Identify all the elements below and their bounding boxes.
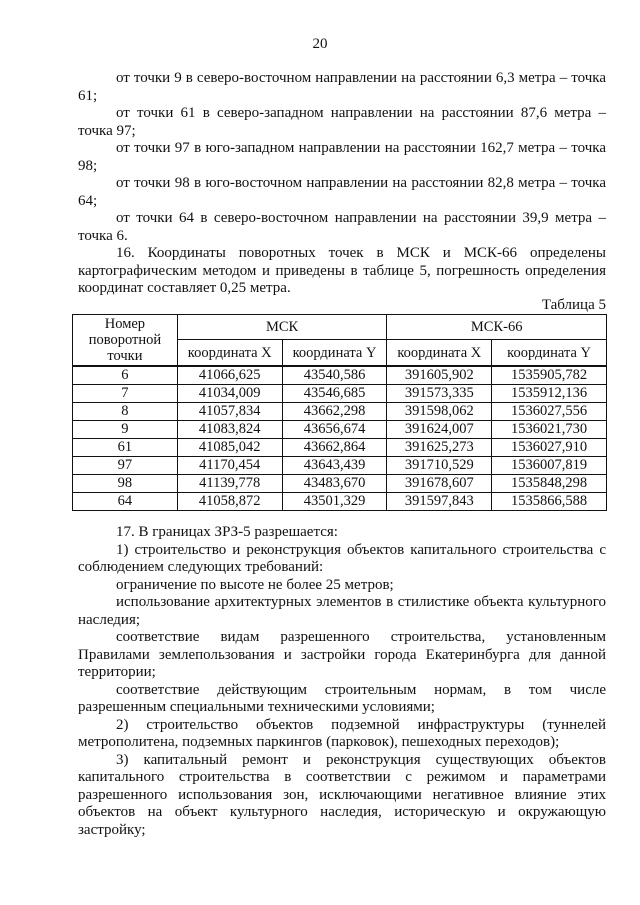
cell-point: 6 bbox=[73, 366, 178, 384]
cell-msk66-x: 391573,335 bbox=[387, 384, 492, 402]
header-msk66-y: координата Y bbox=[492, 340, 607, 366]
table-row bbox=[73, 474, 607, 492]
cell-point: 97 bbox=[73, 456, 178, 474]
cell-msk-y: 43662,864 bbox=[282, 438, 387, 456]
cell-msk-x: 41083,824 bbox=[177, 420, 282, 438]
cell-msk66-y: 1536027,556 bbox=[492, 402, 607, 420]
header-msk66: МСК-66 bbox=[387, 315, 607, 340]
header-msk66-x: координата X bbox=[387, 340, 492, 366]
table-row bbox=[73, 366, 607, 384]
cell-msk66-x: 391597,843 bbox=[387, 492, 492, 510]
header-msk-x: координата X bbox=[177, 340, 282, 366]
table-row bbox=[73, 456, 607, 474]
cell-msk-y: 43540,586 bbox=[282, 366, 387, 384]
cell-msk-x: 41066,625 bbox=[177, 366, 282, 384]
cell-msk66-y: 1535848,298 bbox=[492, 474, 607, 492]
cell-msk66-x: 391624,007 bbox=[387, 420, 492, 438]
item-1: 1) строительство и реконструкция объектов капитального строительства с соблюдением следующих требований: bbox=[78, 541, 606, 575]
route-segment-64-6: от точки 64 в северо-восточном направлении на расстоянии 39,9 метра – точка 6. bbox=[78, 210, 606, 244]
route-segment-98-64: от точки 98 в юго-восточном направлении на расстоянии 82,8 метра – точка 64; bbox=[78, 175, 606, 209]
cell-msk66-y: 1535912,136 bbox=[492, 384, 607, 402]
table-row bbox=[73, 384, 607, 402]
cell-msk66-x: 391625,273 bbox=[387, 438, 492, 456]
header-msk: МСК bbox=[177, 315, 387, 340]
cell-msk66-y: 1536007,819 bbox=[492, 456, 607, 474]
cell-msk-x: 41058,872 bbox=[177, 492, 282, 510]
paragraph-16: 16. Координаты поворотных точек в МСК и МСК-66 определены картографическим методом и приведены в таблице 5, погрешность определения координат составляет 0,25 метра. bbox=[78, 245, 606, 296]
requirement-norms: соответствие действующим строительным нормам, в том числе разрешенным специальными техническими условиями; bbox=[78, 681, 606, 715]
cell-msk66-x: 391710,529 bbox=[387, 456, 492, 474]
route-segment-97-98: от точки 97 в юго-западном направлении на расстоянии 162,7 метра – точка 98; bbox=[78, 140, 606, 174]
cell-point: 61 bbox=[73, 438, 178, 456]
cell-msk66-x: 391598,062 bbox=[387, 402, 492, 420]
cell-msk-x: 41034,009 bbox=[177, 384, 282, 402]
table-row bbox=[73, 402, 607, 420]
cell-msk-y: 43546,685 bbox=[282, 384, 387, 402]
route-segment-9-61: от точки 9 в северо-восточном направлении на расстоянии 6,3 метра – точка 61; bbox=[78, 70, 606, 104]
cell-msk-y: 43643,439 bbox=[282, 456, 387, 474]
requirement-architecture: использование архитектурных элементов в стилистике объекта культурного наследия; bbox=[78, 594, 606, 628]
header-point-number: Номер поворотной точки bbox=[73, 315, 178, 367]
item-2: 2) строительство объектов подземной инфраструктуры (туннелей метрополитена, подземных паркингов (парковок), пешеходных переходов); bbox=[78, 716, 606, 750]
header-msk-y: координата Y bbox=[282, 340, 387, 366]
cell-point: 98 bbox=[73, 474, 178, 492]
item-3: 3) капитальный ремонт и реконструкция существующих объектов капитального строительства в соответствии с режимом и параметрами разрешенного использования зон, исключающими негативное влияние этих объектов на объект культурного наследия, историческую и окружающую застройку; bbox=[78, 751, 606, 838]
route-segment-61-97: от точки 61 в северо-западном направлении на расстоянии 87,6 метра – точка 97; bbox=[78, 105, 606, 139]
cell-msk-y: 43501,329 bbox=[282, 492, 387, 510]
cell-point: 7 bbox=[73, 384, 178, 402]
cell-msk66-x: 391678,607 bbox=[387, 474, 492, 492]
cell-point: 8 bbox=[73, 402, 178, 420]
page-number: 20 bbox=[312, 36, 328, 52]
table-row bbox=[73, 492, 607, 510]
cell-msk-x: 41057,834 bbox=[177, 402, 282, 420]
permissions-section bbox=[78, 524, 606, 839]
cell-msk-y: 43483,670 bbox=[282, 474, 387, 492]
cell-msk66-x: 391605,902 bbox=[387, 366, 492, 384]
route-description bbox=[78, 70, 606, 298]
cell-msk-y: 43656,674 bbox=[282, 420, 387, 438]
cell-point: 9 bbox=[73, 420, 178, 438]
cell-msk-x: 41085,042 bbox=[177, 438, 282, 456]
cell-msk-x: 41170,454 bbox=[177, 456, 282, 474]
cell-msk-x: 41139,778 bbox=[177, 474, 282, 492]
table-caption: Таблица 5 bbox=[541, 297, 606, 313]
cell-msk66-y: 1536027,910 bbox=[492, 438, 607, 456]
requirement-land-use: соответствие видам разрешенного строительства, установленным Правилами землепользования и застройки города Екатеринбурга для данной территории; bbox=[78, 629, 606, 680]
cell-msk66-y: 1535905,782 bbox=[492, 366, 607, 384]
cell-msk66-y: 1536021,730 bbox=[492, 420, 607, 438]
paragraph-17: 17. В границах ЗРЗ-5 разрешается: bbox=[116, 524, 338, 540]
requirement-height: ограничение по высоте не более 25 метров; bbox=[116, 576, 394, 593]
cell-msk-y: 43662,298 bbox=[282, 402, 387, 420]
table-row bbox=[73, 438, 607, 456]
cell-msk66-y: 1535866,588 bbox=[492, 492, 607, 510]
coordinates-table bbox=[72, 314, 607, 511]
cell-point: 64 bbox=[73, 492, 178, 510]
table-row bbox=[73, 420, 607, 438]
